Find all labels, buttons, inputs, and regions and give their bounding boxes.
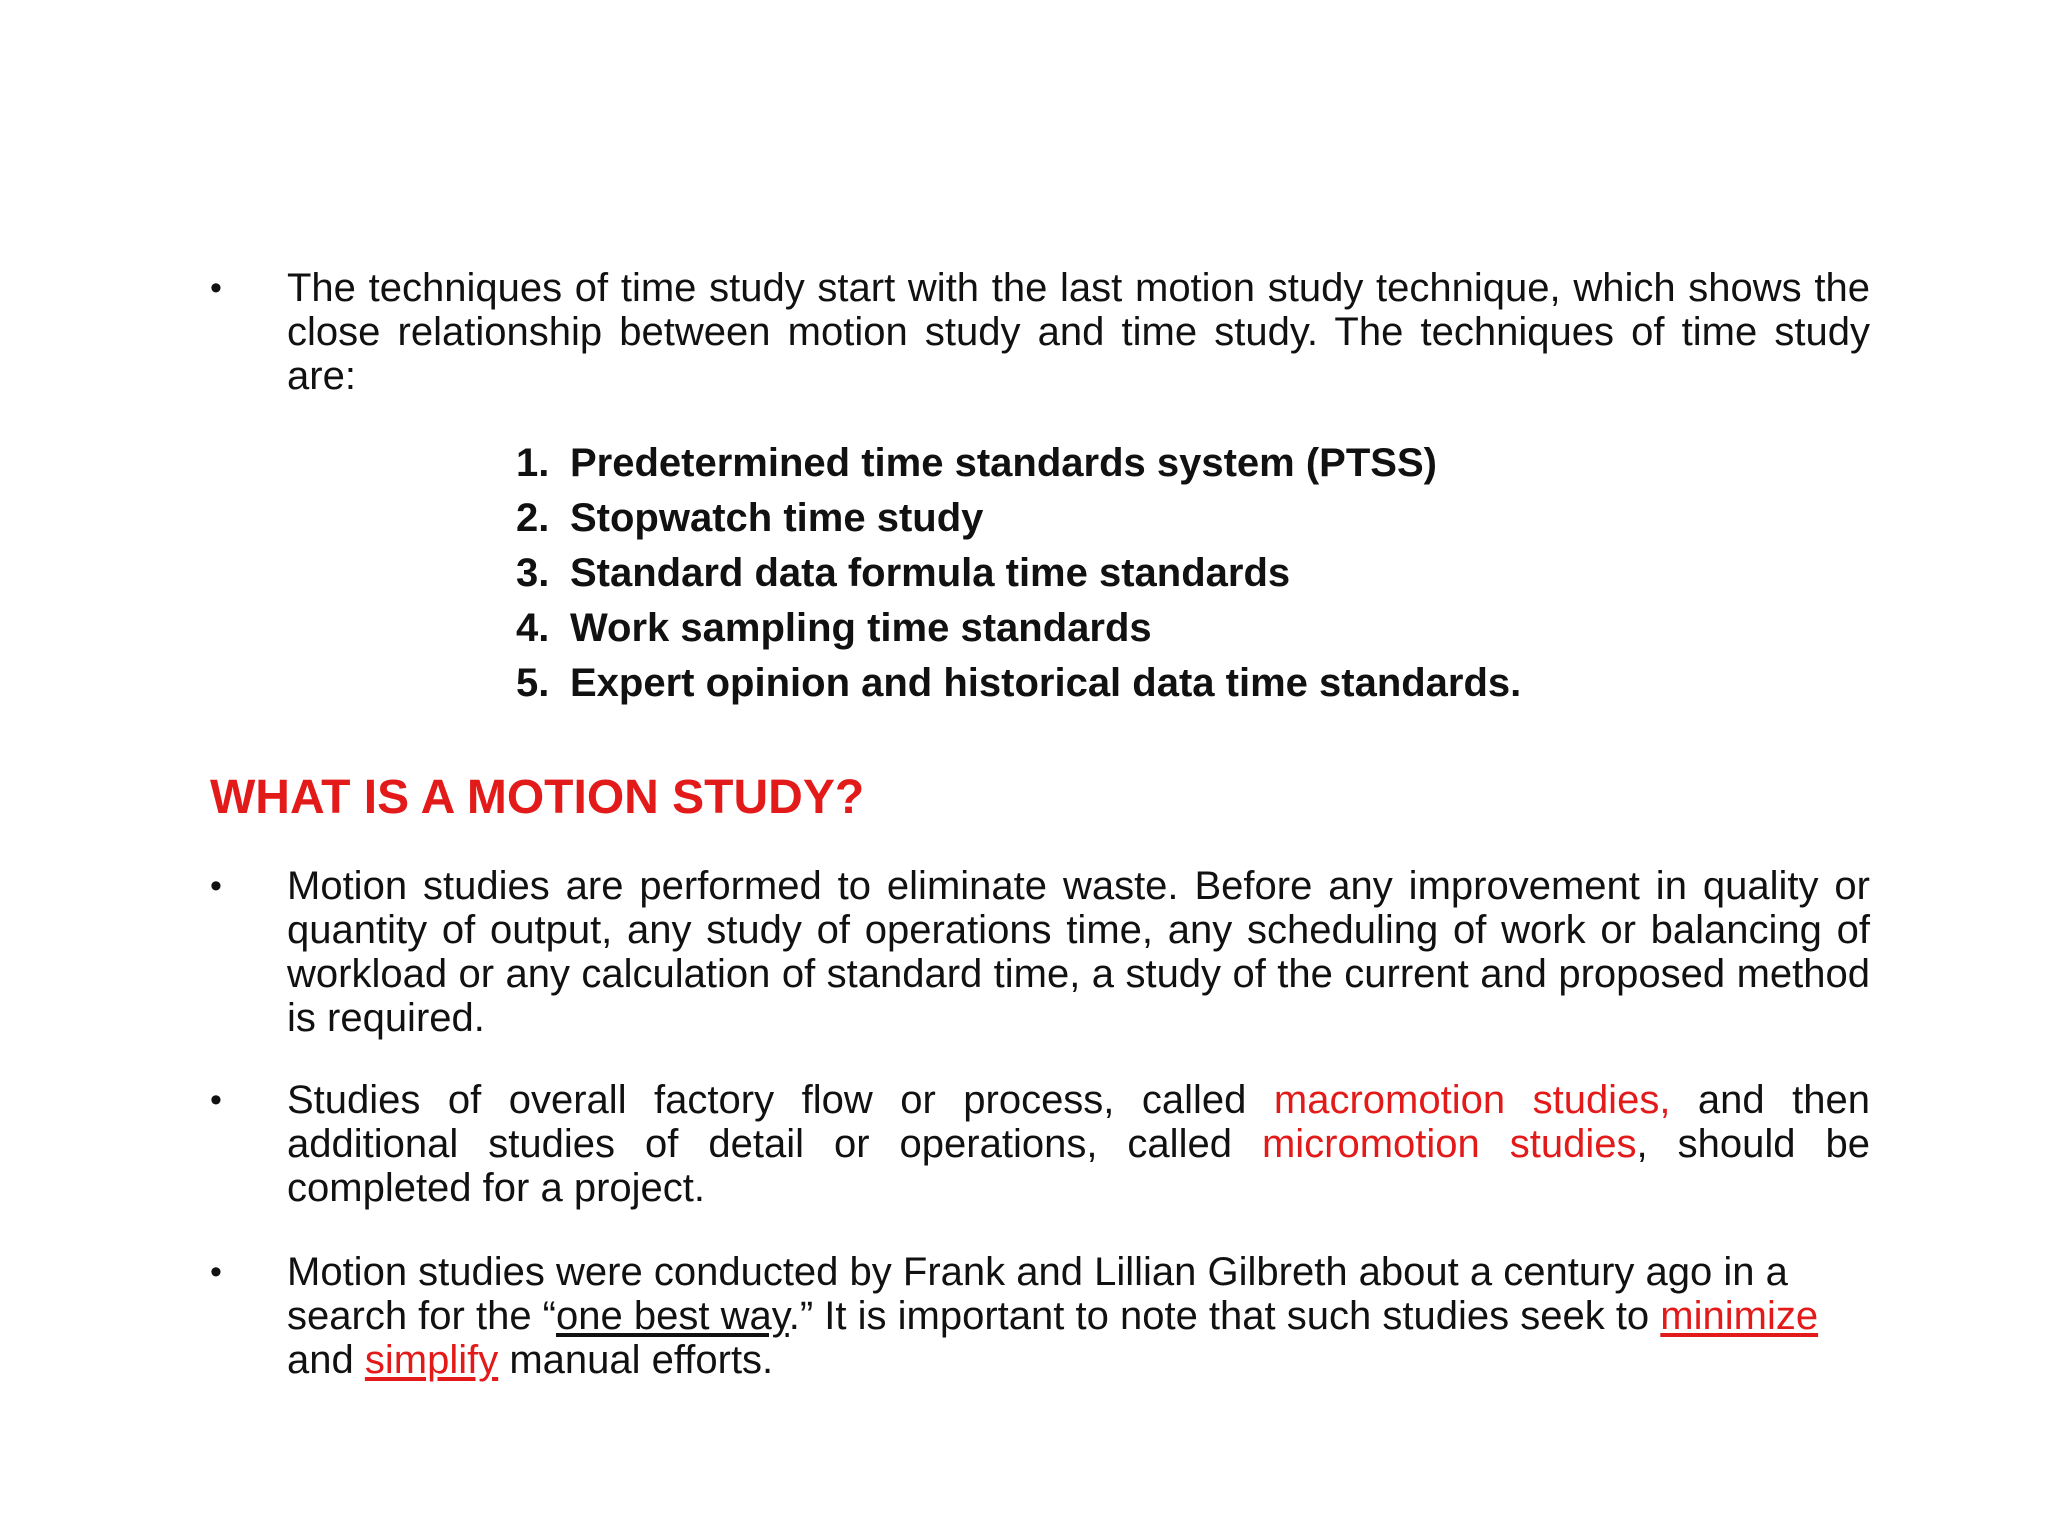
techniques-list bbox=[516, 436, 1521, 711]
technique-item bbox=[516, 491, 1521, 546]
technique-item bbox=[516, 436, 1521, 491]
text-segment: Studies of overall factory flow or process, called bbox=[287, 1078, 1274, 1122]
text-segment: and bbox=[287, 1338, 365, 1382]
technique-item bbox=[516, 656, 1521, 711]
text-segment: .” It is important to note that such studies seek to bbox=[788, 1294, 1661, 1338]
technique-number: 5. bbox=[516, 661, 550, 705]
motion-text-1: Motion studies are performed to eliminate waste. Before any improvement in quality or quantity of output, any study of operations time, any scheduling of work or balancing of workload or any calculation of standard time, a study of the current and proposed method is required. bbox=[287, 864, 1870, 1040]
bullet-icon: • bbox=[210, 1081, 222, 1119]
motion-bullet-1 bbox=[210, 864, 1870, 1040]
motion-bullet-2 bbox=[210, 1078, 1870, 1210]
simplify-term: simplify bbox=[364, 1338, 499, 1382]
technique-label: Work sampling time standards bbox=[570, 606, 1152, 650]
technique-label: Expert opinion and historical data time standards. bbox=[570, 661, 1522, 705]
technique-number: 4. bbox=[516, 606, 550, 650]
micromotion-term: micromotion studies bbox=[1261, 1122, 1637, 1166]
text-segment: and then additional studies of detail or operations, called bbox=[287, 1078, 1870, 1166]
technique-label: Stopwatch time study bbox=[570, 496, 984, 540]
technique-number: 2. bbox=[516, 496, 550, 540]
intro-bullet bbox=[210, 266, 1870, 398]
bullet-icon: • bbox=[210, 269, 222, 307]
technique-number: 1. bbox=[516, 441, 550, 485]
technique-label: Predetermined time standards system (PTSS) bbox=[570, 441, 1437, 485]
technique-label: Standard data formula time standards bbox=[570, 551, 1291, 595]
motion-bullet-3 bbox=[210, 1250, 1870, 1382]
motion-text-2 bbox=[287, 1078, 1870, 1210]
bullet-icon: • bbox=[210, 1253, 222, 1291]
intro-text: The techniques of time study start with the last motion study technique, which shows the close relationship between motion study and time study. The techniques of time study are: bbox=[287, 266, 1870, 398]
section-heading: WHAT IS A MOTION STUDY? bbox=[210, 771, 865, 824]
technique-number: 3. bbox=[516, 551, 550, 595]
bullet-icon: • bbox=[210, 867, 222, 905]
text-segment: Motion studies were conducted by Frank and Lillian Gilbreth about a century ago in a search for the “ bbox=[287, 1250, 1788, 1338]
minimize-term: minimize bbox=[1660, 1294, 1819, 1338]
technique-item bbox=[516, 546, 1521, 601]
text-segment: manual efforts. bbox=[498, 1338, 774, 1382]
motion-text-3 bbox=[287, 1250, 1870, 1382]
technique-item bbox=[516, 601, 1521, 656]
macromotion-term: macromotion studies, bbox=[1273, 1078, 1671, 1122]
one-best-way-term: one best way bbox=[556, 1294, 789, 1338]
text-segment: , should be completed for a project. bbox=[287, 1122, 1871, 1210]
